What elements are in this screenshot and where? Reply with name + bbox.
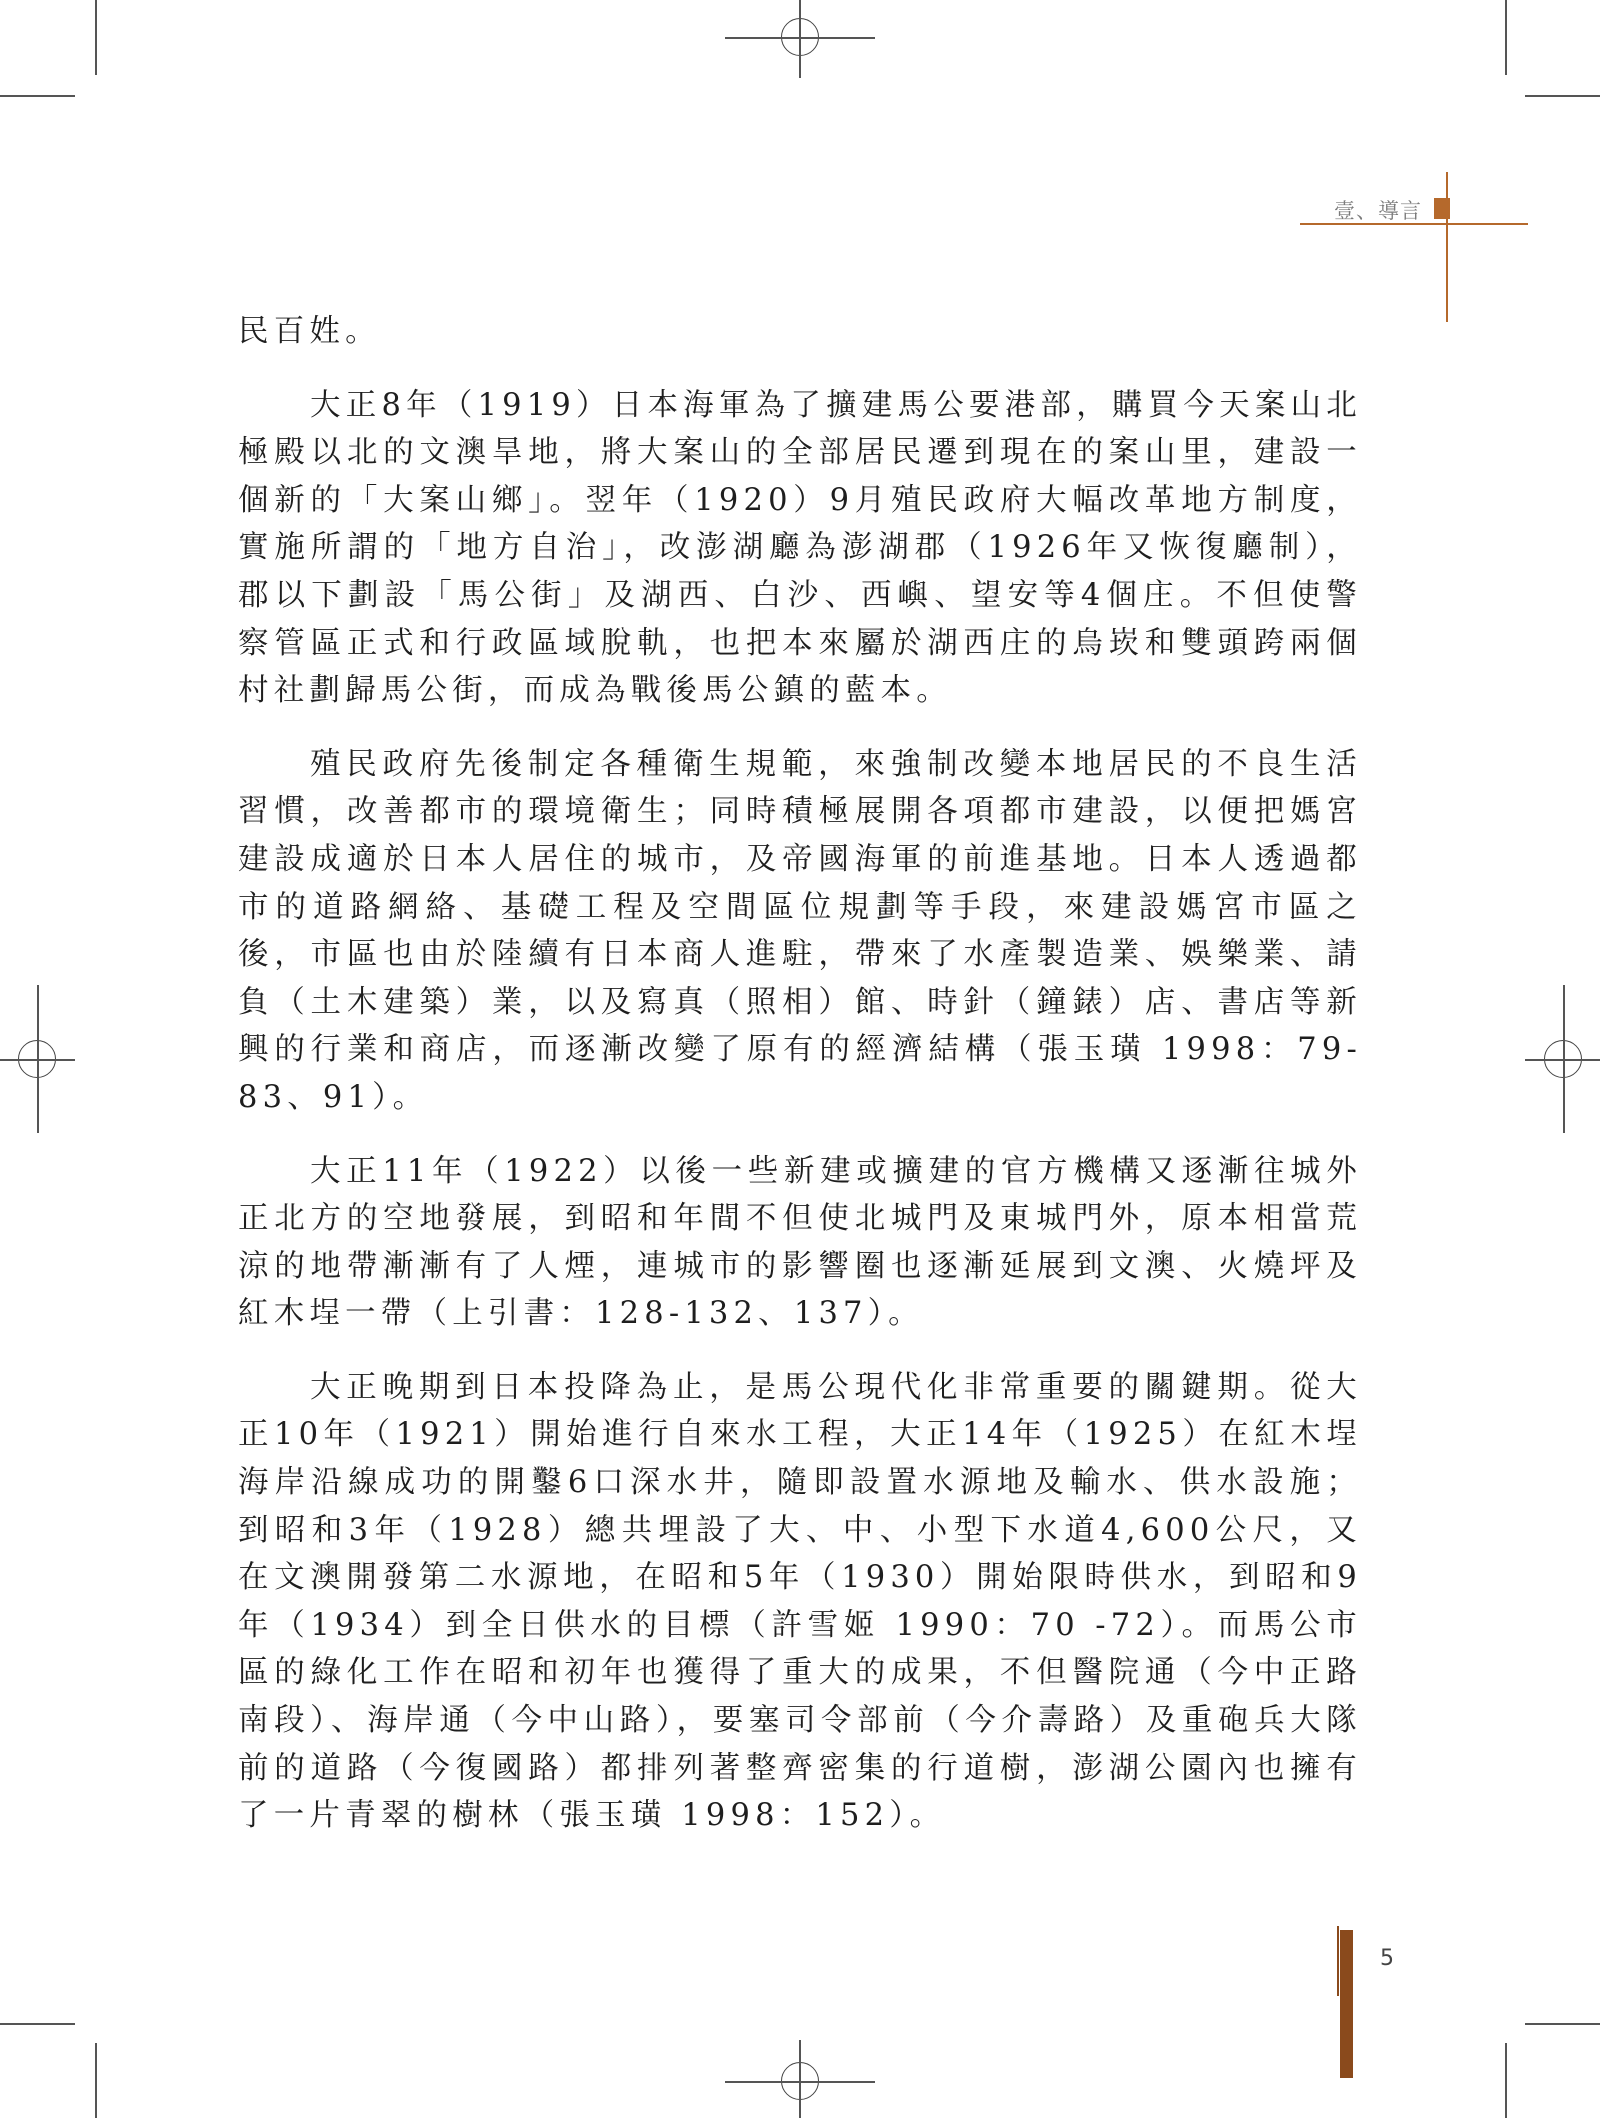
section-label: 壹、導言 [1334, 199, 1422, 223]
header-rule [1300, 223, 1528, 225]
crop-mark-bottom-left-h [0, 2023, 75, 2025]
crop-mark-top-left-h [0, 95, 75, 97]
crop-mark-top-right-h [1525, 95, 1600, 97]
paragraph-3: 殖民政府先後制定各種衛生規範，來強制改變本地居民的不良生活習慣，改善都市的環境衛生；同時積極展開各項都市建設，以便把媽宮建設成適於日本人居住的城市，及帝國海軍的前進基地。日本人透過都市的道路網絡、基礎工程及空間區位規劃等手段，來建設媽宮市區之後，市區也由於陸續有日本商人進駐，帶來了水產製造業、娛樂業、請負（土木建築）業，以及寫真（照相）館、時針（鐘錶）店、書店等新興的行業和商店，而逐漸改變了原有的經濟結構（張玉璜 1998：79-83、91）。 [238, 746, 1362, 1115]
paragraph-4: 大正11年（1922）以後一些新建或擴建的官方機構又逐漸往城外正北方的空地發展，到昭和年間不但使北城門及東城門外，原本相當荒涼的地帶漸漸有了人煙，連城市的影響圈也逐漸延展到文澳、火燒坪及紅木埕一帶（上引書：128-132、137）。 [238, 1153, 1362, 1332]
page-number: 5 [1380, 1946, 1394, 1971]
crop-mark-bottom-left-v [95, 2043, 97, 2118]
paragraph-2: 大正8年（1919）日本海軍為了擴建馬公要港部，購買今天案山北極殿以北的文澳旱地，將大案山的全部居民遷到現在的案山里，建設一個新的「大案山鄉」。翌年（1920）9月殖民政府大幅改革地方制度，實施所謂的「地方自治」，改澎湖廳為澎湖郡（1926年又恢復廳制），郡以下劃設「馬公街」及湖西、白沙、西嶼、望安等4個庄。不但使警察管區正式和行政區域脫軌，也把本來屬於湖西庄的烏崁和雙頭跨兩個村社劃歸馬公街，而成為戰後馬公鎮的藍本。 [238, 387, 1362, 709]
crop-mark-top-left-v [95, 0, 97, 75]
paragraph-1: 民百姓。 [238, 314, 381, 349]
footer-thin-rule [1337, 1926, 1339, 1996]
crop-mark-bottom-right-h [1525, 2023, 1600, 2025]
header-vertical-rule [1446, 172, 1448, 322]
crop-mark-bottom-right-v [1505, 2043, 1507, 2118]
body-text [238, 308, 1362, 1866]
footer-accent-bar [1340, 1930, 1353, 2078]
crop-mark-top-right-v [1505, 0, 1507, 75]
paragraph-5: 大正晚期到日本投降為止，是馬公現代化非常重要的關鍵期。從大正10年（1921）開始進行自來水工程，大正14年（1925）在紅木埕海岸沿線成功的開鑿6口深水井，隨即設置水源地及輸水、供水設施；到昭和3年（1928）總共埋設了大、中、小型下水道4,600公尺，又在文澳開發第二水源地，在昭和5年（1930）開始限時供水，到昭和9年（1934）到全日供水的目標（許雪姬 1990：70 -72）。而馬公市區的綠化工作在昭和初年也獲得了重大的成果，不但醫院通（今中正路南段）、海岸通（今中山路），要塞司令部前（今介壽路）及重砲兵大隊前的道路（今復國路）都排列著整齊密集的行道樹，澎湖公園內也擁有了一片青翠的樹林（張玉璜 1998：152）。 [238, 1369, 1362, 1834]
